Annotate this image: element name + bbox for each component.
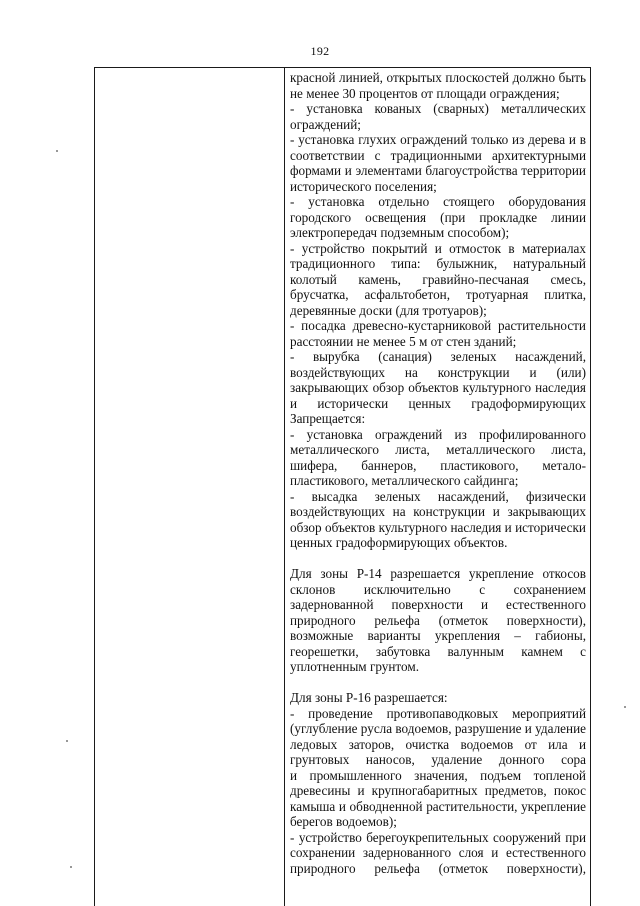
text-line: городского освещения (при прокладке линии [290, 209, 586, 225]
text-line: расстоянии не менее 5 м от стен зданий; [290, 333, 517, 349]
text-line: не менее 30 процентов от площади ограждения; [290, 85, 560, 101]
text-line: и исторически ценных градоформирующих [290, 395, 586, 411]
table-left-column [95, 68, 285, 906]
text-line: брусчатка, асфальтобетон, тротуарная плитка, [290, 287, 586, 302]
regulations-table [94, 67, 591, 906]
text-line: ограждений; [290, 116, 361, 132]
text-line: - посадка древесно-кустарниковой растительности [290, 318, 586, 333]
text-line: электропередач подземным способом); [290, 225, 510, 240]
text-line: - проведение противопаводковых мероприятий [290, 705, 586, 721]
text-line: сохранении задернованного слоя и естественного [290, 845, 586, 860]
text-line: - устройство покрытий и отмосток в материалах [290, 240, 586, 256]
text-line: исторического поселения; [290, 178, 437, 194]
text-line: склонов исключительно с сохранением [290, 581, 586, 597]
text-line: пластикового, металлического сайдинга; [290, 473, 519, 488]
text-line: красной линией, открытых плоскостей должно быть [290, 70, 586, 85]
text-line: деревянные доски (для тротуаров); [290, 302, 487, 318]
text-line: - устройство берегоукрепительных сооружений при [290, 829, 586, 845]
text-line: берегов водоемов); [290, 814, 397, 829]
text-line: обзор объектов культурного наследия и исторически [290, 519, 586, 535]
text-line: воздействующих на конструкции и (или) [290, 364, 586, 380]
text-line: закрывающих обзор объектов культурного наследия [290, 380, 586, 395]
text-line: уплотненным грунтом. [290, 659, 419, 674]
text-line: возможные варианты укрепления – габионы, [290, 628, 586, 643]
text-line: - вырубка (санация) зеленых насаждений, [290, 349, 586, 364]
text-line: колотый камень, гравийно-песчаная смесь, [290, 271, 586, 287]
paragraph-spacer [290, 675, 586, 691]
text-line: георешетки, забутовка валунным камнем с [290, 643, 586, 659]
text-line: - установка отдельно стоящего оборудования [290, 194, 586, 209]
text-line: - установка кованых (сварных) металлических [290, 101, 586, 116]
text-line: Для зоны Р-14 разрешается укрепление откосов [290, 566, 586, 581]
text-line: формами и элементами благоустройства территории [290, 163, 586, 178]
table-right-column [285, 68, 590, 906]
text-line: соответствии с традиционными архитектурными [290, 147, 586, 163]
text-line: Для зоны Р-16 разрешается: [290, 690, 448, 705]
text-line: древесины и крупногабаритных предметов, покос [290, 783, 586, 798]
text-line: - установка ограждений из профилированного [290, 426, 586, 442]
text-line: ценных градоформирующих объектов. [290, 535, 508, 550]
text-line: природного рельефа (отметок поверхности), [290, 612, 586, 628]
text-line: шифера, баннеров, пластикового, метало- [290, 457, 586, 473]
text-line: воздействующих на конструкции и закрывающих [290, 504, 586, 519]
text-line: природного рельефа (отметок поверхности), [290, 860, 586, 876]
text-line: - установка глухих ограждений только из дерева и в [290, 132, 586, 147]
page-number: 192 [310, 44, 330, 58]
text-line: традиционного типа: булыжник, натуральный [290, 256, 586, 271]
text-line: Запрещается: [290, 411, 366, 426]
text-line: ледовых заторов, очистка водоемов от ила и [290, 736, 586, 752]
text-line: металлического листа, металлического листа, [290, 442, 586, 457]
text-line: камыша и обводненной растительности, укрепление [290, 798, 586, 814]
paragraph-spacer [290, 551, 586, 567]
text-line: задернованной поверхности и естественного [290, 597, 586, 612]
text-line: и промышленного значения, подъем топленой [290, 767, 586, 783]
text-line: - высадка зеленых насаждений, физически [290, 488, 586, 504]
text-line: (углубление русла водоемов, разрушение и удаление [290, 721, 586, 736]
text-line: грунтовых наносов, удаление донного сора [290, 752, 586, 767]
